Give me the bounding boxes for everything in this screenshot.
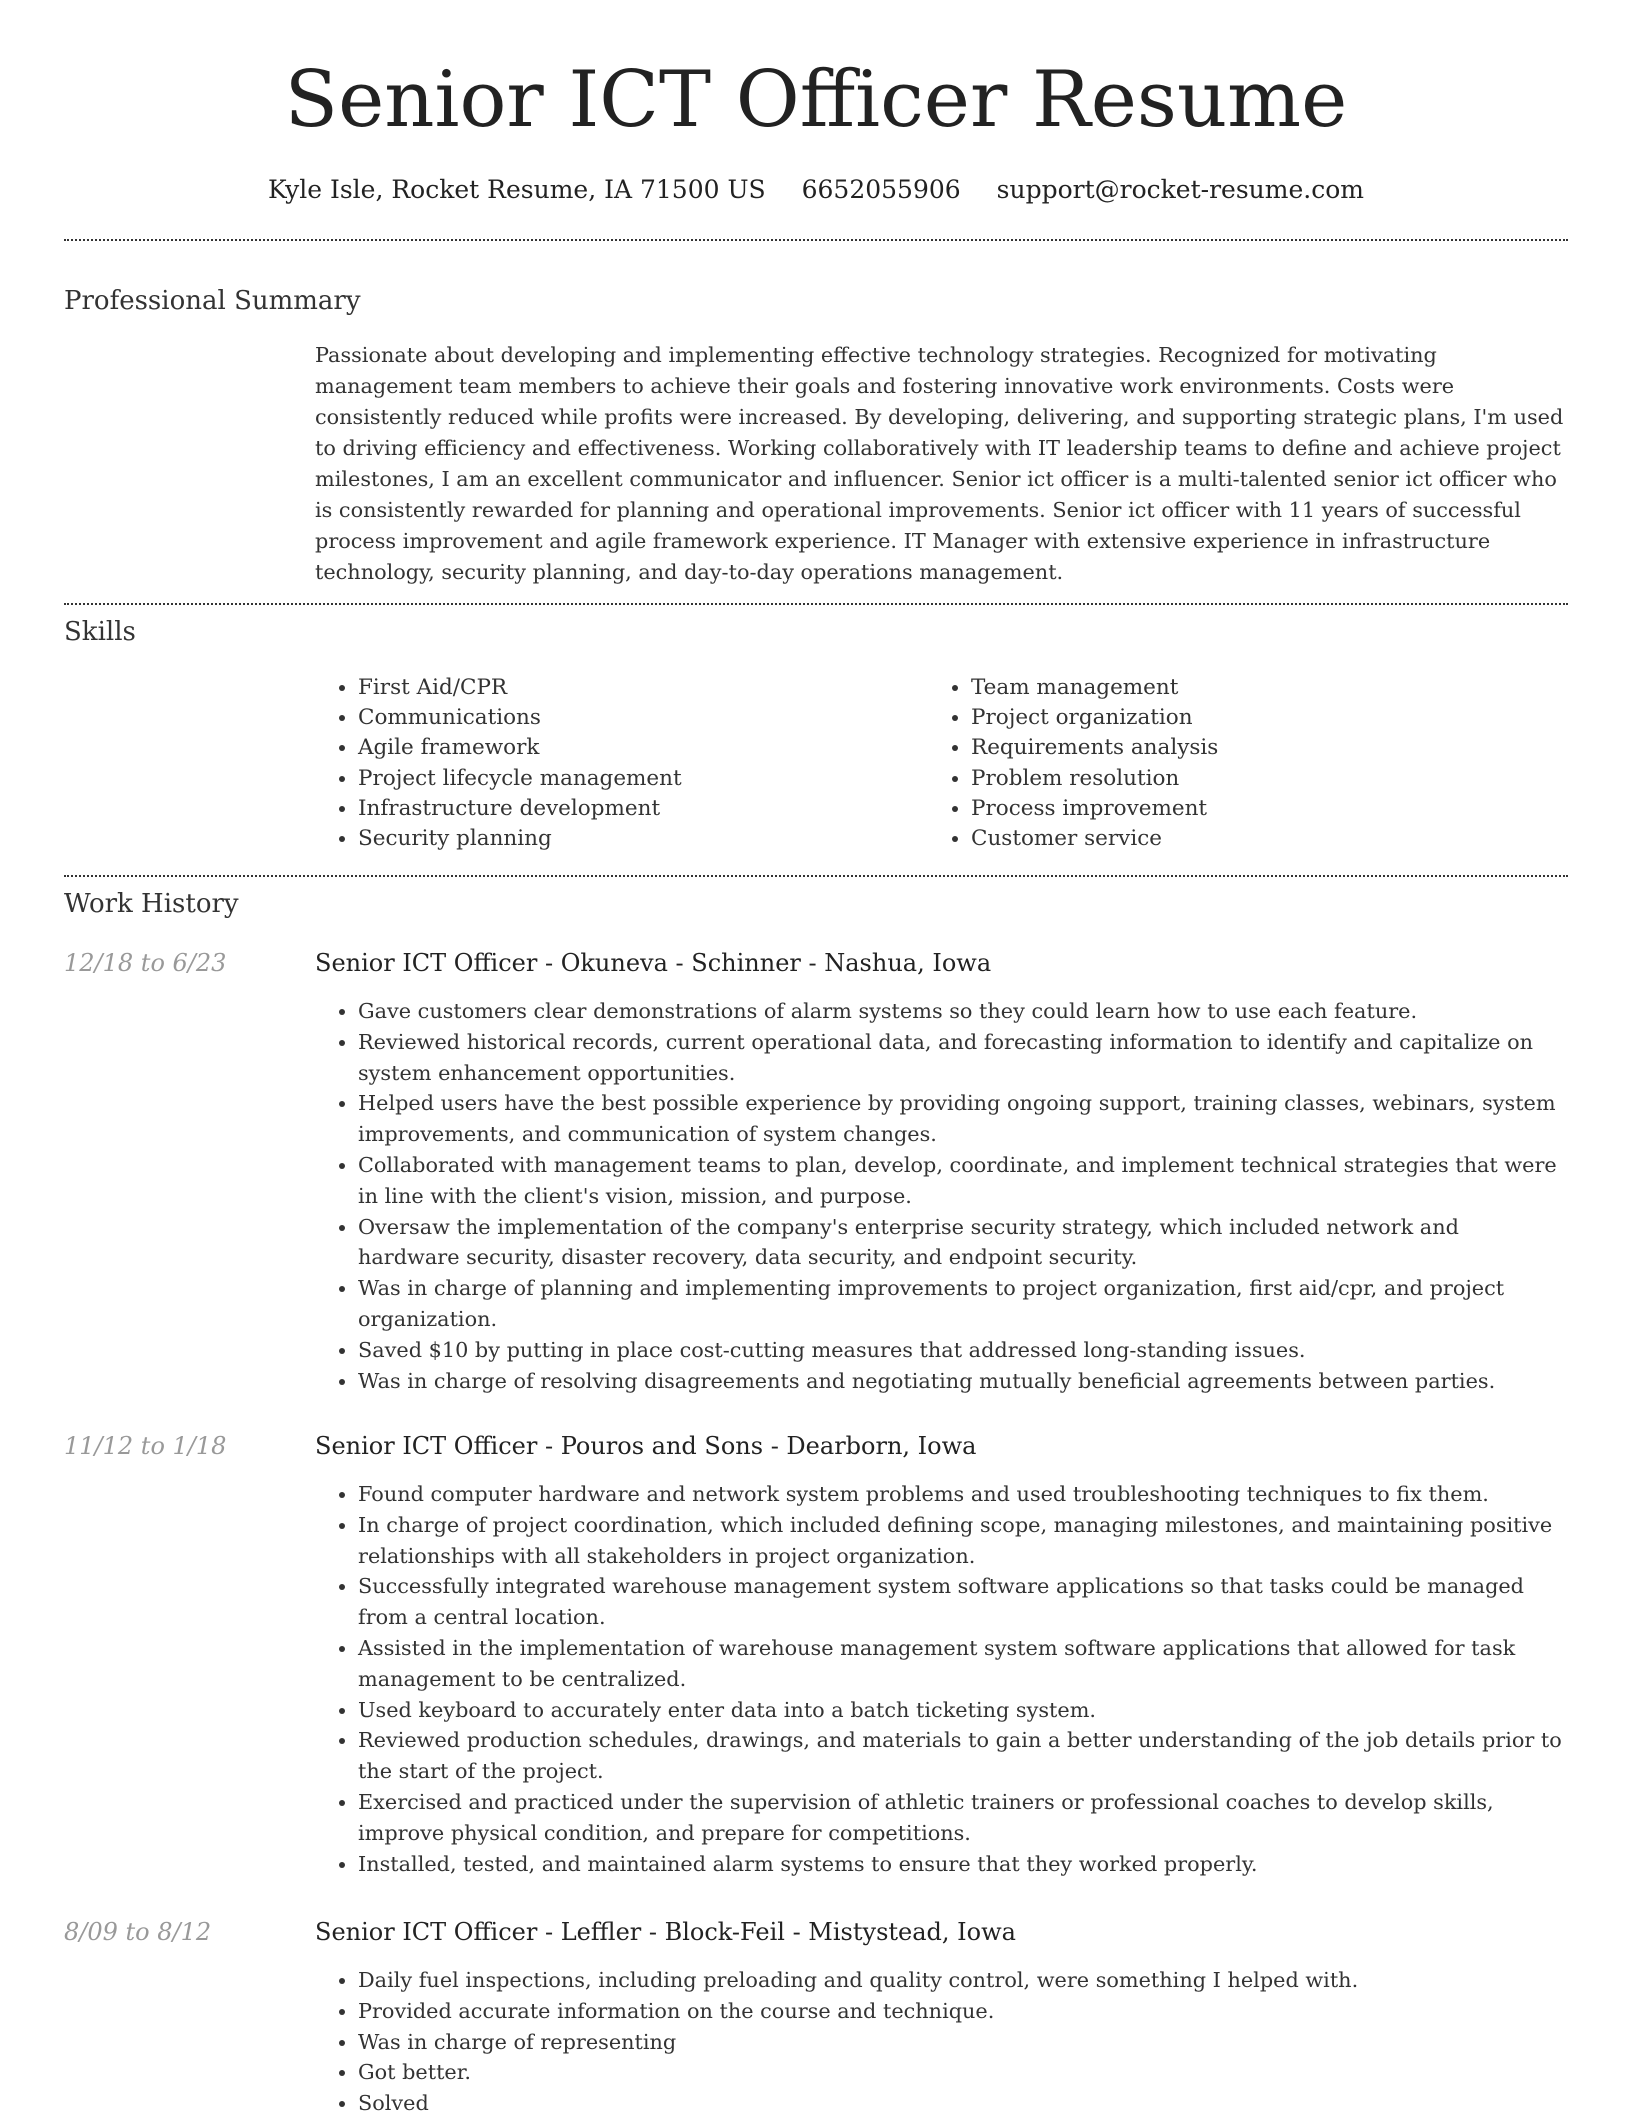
job-bullet: • Collaborated with management teams to plan, develop, coordinate, and implement technical strategies that were in line with the client's vision, mission, and purpose. bbox=[358, 1150, 1565, 1212]
section-divider bbox=[64, 239, 1568, 241]
job-bullet: • Oversaw the implementation of the company's enterprise security strategy, which included network and hardware security, disaster recovery, data security, and endpoint security. bbox=[358, 1212, 1565, 1274]
contact-address: Kyle Isle, Rocket Resume, IA 71500 US bbox=[268, 175, 766, 204]
skill-item: • Security planning bbox=[358, 824, 928, 854]
job-dates: 11/12 to 1/18 bbox=[64, 1432, 227, 1460]
job-bullet: • Saved $10 by putting in place cost-cutting measures that addressed long-standing issues. bbox=[358, 1335, 1565, 1366]
job-bullet: • Provided accurate information on the course and technique. bbox=[358, 1996, 1565, 2027]
contact-line bbox=[0, 174, 1632, 206]
job-bullet: • Solved bbox=[358, 2088, 1565, 2119]
job-dates: 12/18 to 6/23 bbox=[64, 949, 227, 977]
section-divider bbox=[64, 603, 1568, 605]
job-bullet: • Helped users have the best possible experience by providing ongoing support, training classes, webinars, system improvements, and communication of system changes. bbox=[358, 1088, 1565, 1150]
skills-column-right bbox=[928, 673, 1541, 854]
summary-heading: Professional Summary bbox=[64, 286, 361, 316]
job-bullet: • Successfully integrated warehouse management system software applications so that tasks could be managed from a central location. bbox=[358, 1571, 1565, 1633]
job-bullet: • Assisted in the implementation of warehouse management system software applications that allowed for task management to be centralized. bbox=[358, 1633, 1565, 1695]
skill-item: • Project organization bbox=[971, 703, 1541, 733]
job-bullet: • Found computer hardware and network system problems and used troubleshooting techniques to fix them. bbox=[358, 1479, 1565, 1510]
skills-heading: Skills bbox=[64, 617, 136, 647]
job-bullet: • Reviewed production schedules, drawings, and materials to gain a better understanding of the job details prior to the start of the project. bbox=[358, 1725, 1565, 1787]
skill-item: • Infrastructure development bbox=[358, 794, 928, 824]
job-dates: 8/09 to 8/12 bbox=[64, 1918, 212, 1946]
job-bullet: • Was in charge of representing bbox=[358, 2027, 1565, 2058]
job-bullet: • Was in charge of resolving disagreements and negotiating mutually beneficial agreements between parties. bbox=[358, 1366, 1565, 1397]
skill-item: • Team management bbox=[971, 673, 1541, 703]
job-bullet: • Was in charge of planning and implementing improvements to project organization, first aid/cpr, and project organization. bbox=[358, 1273, 1565, 1335]
contact-phone: 6652055906 bbox=[801, 175, 961, 204]
resume-title: Senior ICT Officer Resume bbox=[284, 55, 1348, 145]
work-history-heading: Work History bbox=[64, 889, 239, 919]
job-bullet: • Exercised and practiced under the supervision of athletic trainers or professional coaches to develop skills, improve physical condition, and prepare for competitions. bbox=[358, 1787, 1565, 1849]
skill-item: • Requirements analysis bbox=[971, 733, 1541, 763]
skill-item: • Customer service bbox=[971, 824, 1541, 854]
job-bullet: • Reviewed historical records, current operational data, and forecasting information to identify and capitalize on system enhancement opportunities. bbox=[358, 1027, 1565, 1089]
skills-list bbox=[315, 673, 1565, 854]
job-title: Senior ICT Officer - Okuneva - Schinner - Nashua, Iowa bbox=[315, 949, 992, 977]
contact-email: support@rocket-resume.com bbox=[996, 175, 1364, 204]
skill-item: • First Aid/CPR bbox=[358, 673, 928, 703]
skill-item: • Process improvement bbox=[971, 794, 1541, 824]
job-bullet: • Installed, tested, and maintained alarm systems to ensure that they worked properly. bbox=[358, 1849, 1565, 1880]
skill-item: • Agile framework bbox=[358, 733, 928, 763]
job-bullets bbox=[315, 996, 1565, 1396]
skill-item: • Communications bbox=[358, 703, 928, 733]
job-bullet: • Gave customers clear demonstrations of alarm systems so they could learn how to use each feature. bbox=[358, 996, 1565, 1027]
job-bullet: • Used keyboard to accurately enter data into a batch ticketing system. bbox=[358, 1695, 1565, 1726]
job-bullet: • Daily fuel inspections, including preloading and quality control, were something I helped with. bbox=[358, 1965, 1565, 1996]
job-bullets bbox=[315, 1479, 1565, 1879]
job-bullet: • Got better. bbox=[358, 2057, 1565, 2088]
job-bullet: • In charge of project coordination, which included defining scope, managing milestones, and maintaining positive relationships with all stakeholders in project organization. bbox=[358, 1510, 1565, 1572]
section-divider bbox=[64, 875, 1568, 877]
skills-column-left bbox=[315, 673, 928, 854]
summary-text: Passionate about developing and implementing effective technology strategies. Recognized for motivating management team members to achieve their goals and fostering innovative work environments. Costs were consistently reduced while profits were increased. By developing, delivering, and supporting strategic plans, I'm used to driving efficiency and effectiveness. Working collaboratively with IT leadership teams to define and achieve project milestones, I am an excellent communicator and influencer. Senior ict officer is a multi-talented senior ict officer who is consistently rewarded for planning and operational improvements. Senior ict officer with 11 years of successful process improvement and agile framework experience. IT Manager with extensive experience in infrastructure technology, security planning, and day-to-day operations management. bbox=[315, 343, 1564, 584]
job-title: Senior ICT Officer - Pouros and Sons - Dearborn, Iowa bbox=[315, 1432, 977, 1460]
skill-item: • Problem resolution bbox=[971, 764, 1541, 794]
job-bullets bbox=[315, 1965, 1565, 2119]
job-title: Senior ICT Officer - Leffler - Block-Feil - Mistystead, Iowa bbox=[315, 1918, 1016, 1946]
skill-item: • Project lifecycle management bbox=[358, 764, 928, 794]
